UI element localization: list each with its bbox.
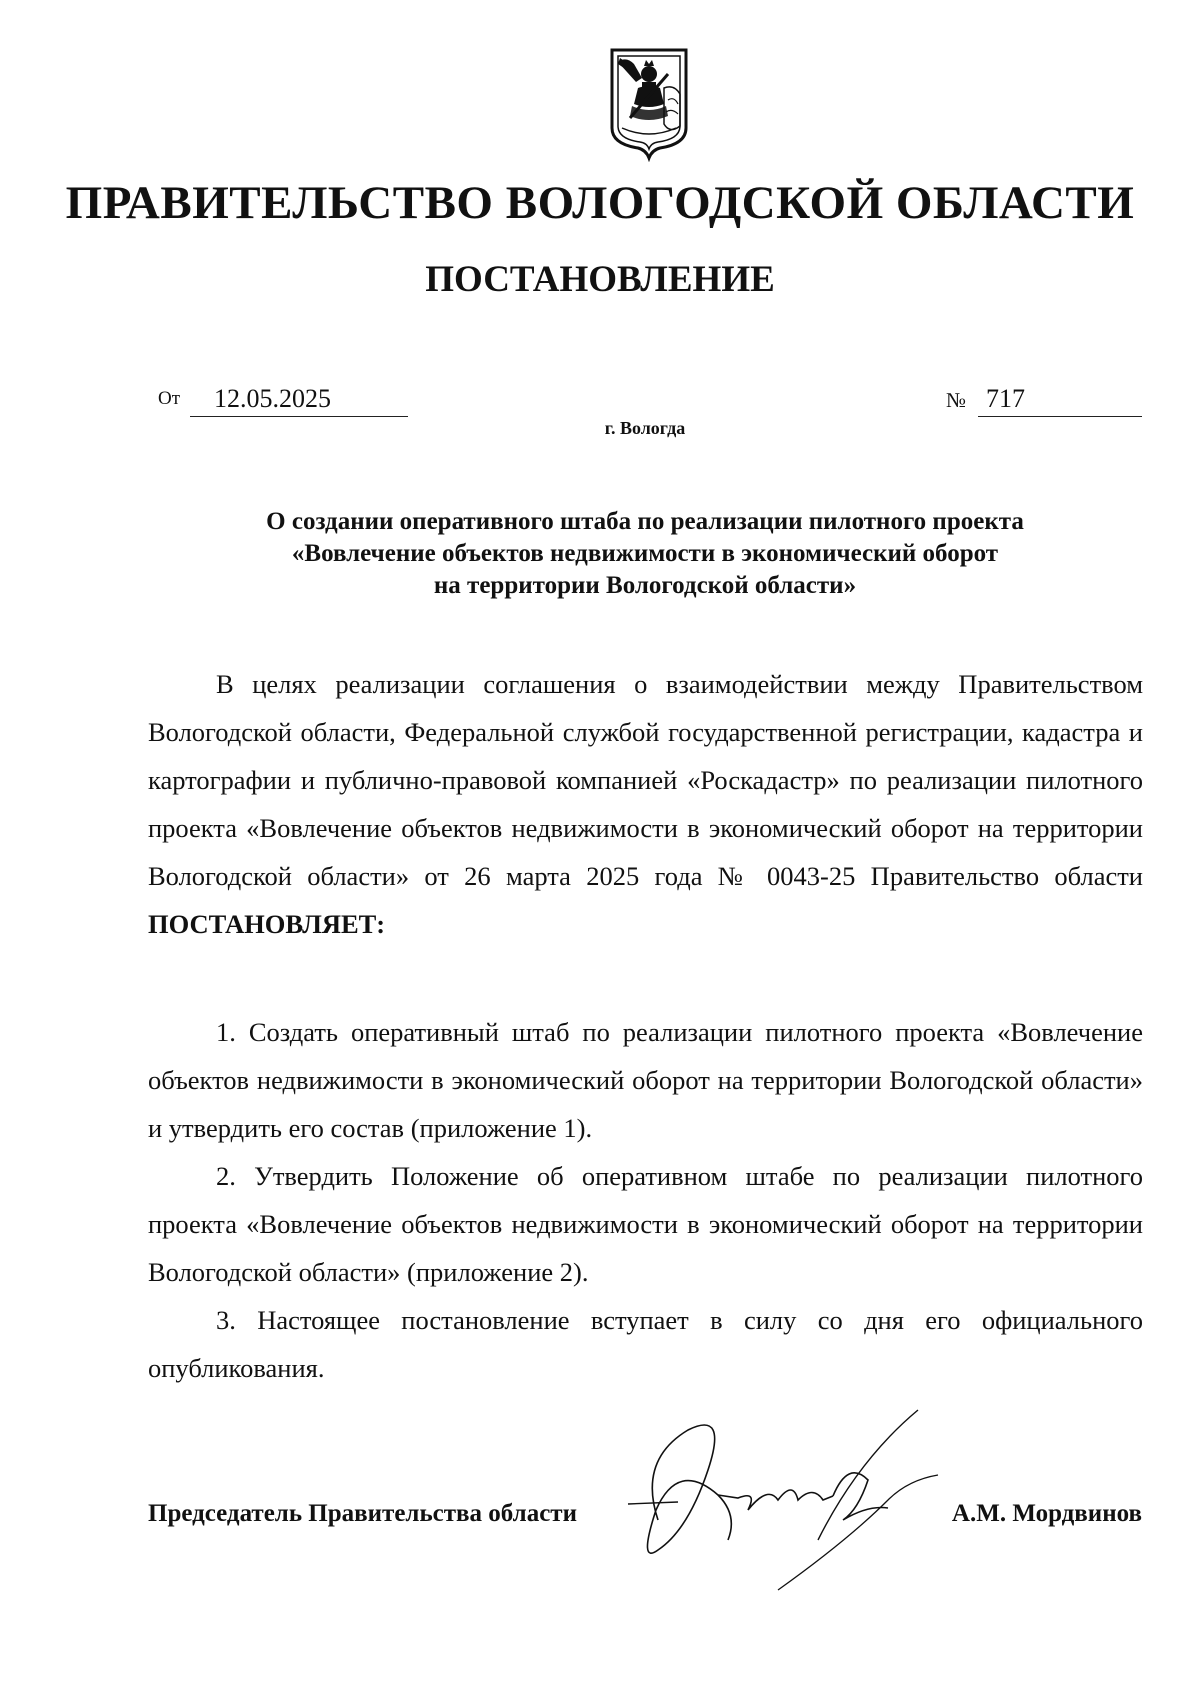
government-title: ПРАВИТЕЛЬСТВО ВОЛОГОДСКОЙ ОБЛАСТИ: [65, 177, 1135, 229]
preamble: [148, 660, 1143, 948]
document-number: 717: [986, 384, 1025, 413]
decree-word: ПОСТАНОВЛЯЕТ:: [148, 909, 386, 939]
document-subject: [150, 506, 1140, 602]
date-field: [158, 384, 408, 416]
number-prefix: №: [946, 388, 967, 412]
document-date: 12.05.2025: [214, 384, 331, 413]
subject-line: на территории Вологодской области»: [433, 572, 857, 599]
preamble-text: В целях реализации соглашения о взаимодействии между Правительством Вологодской области, Федеральной службой государственной регистрации, кадастра и картографии и публично-правовой компанией «Роскадастр» по реализации пилотного проекта «Вовлечение объектов недвижимости в экономический оборот на территории Вологодской области» от 26 марта 2025 года № 0043-25 Правительство области: [148, 669, 1143, 891]
decree-item: 2. Утвердить Положение об оперативном штабе по реализации пилотного проекта «Вовлечение объектов недвижимости в экономический оборот на территории Вологодской области» (приложение 2).: [148, 1161, 1143, 1287]
date-underline: [190, 416, 408, 417]
subject-line: «Вовлечение объектов недвижимости в экономический оборот: [291, 540, 999, 567]
signer-position: Председатель Правительства области: [148, 1500, 577, 1527]
signer-name: А.М. Мордвинов: [951, 1500, 1142, 1527]
date-prefix: От: [158, 388, 181, 409]
subject-line: О создании оперативного штаба по реализации пилотного проекта: [266, 508, 1024, 535]
handwritten-signature: [618, 1400, 948, 1600]
decree-item: 1. Создать оперативный штаб по реализации пилотного проекта «Вовлечение объектов недвижимости в экономический оборот на территории Вологодской области» и утвердить его состав (приложение 1).: [148, 1017, 1143, 1143]
decree-item: 3. Настоящее постановление вступает в силу со дня его официального опубликования.: [148, 1305, 1143, 1383]
document-type: ПОСТАНОВЛЕНИЕ: [425, 259, 775, 300]
city: г. Вологда: [604, 418, 686, 438]
decree-items: [148, 1008, 1143, 1392]
number-underline: [978, 416, 1142, 417]
coat-of-arms-icon: [608, 44, 690, 162]
preamble-paragraph: [148, 660, 1143, 948]
number-field: [946, 384, 1142, 416]
